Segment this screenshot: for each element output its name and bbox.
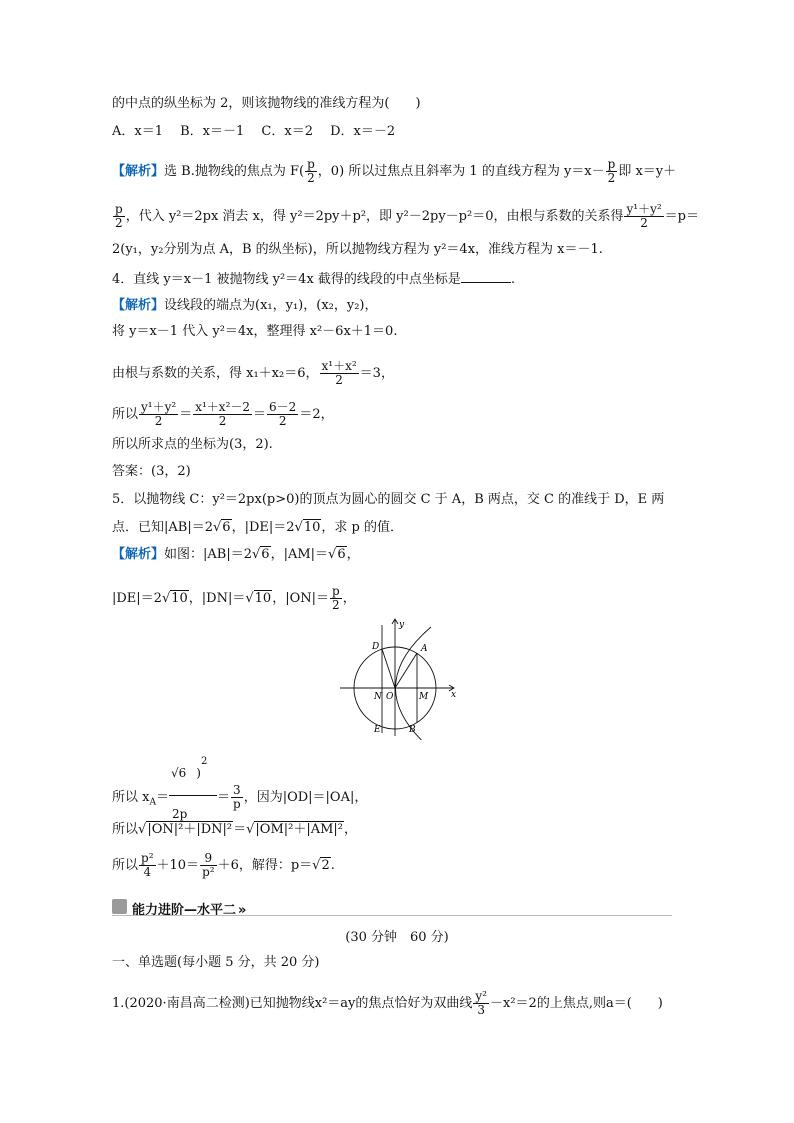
- label-n: N: [374, 692, 382, 702]
- solution-tag: 【解析】: [112, 164, 165, 179]
- parabola-circle-figure: [335, 615, 465, 740]
- q4-solution-line1: 【解析】设线段的端点为(x₁，y₁)，(x₂，y₂)，: [112, 298, 378, 313]
- solution-tag: 【解析】: [112, 298, 165, 313]
- q3-solution-line1: 【解析】选 B.抛物线的焦点为 F( $\frac{p}{2}$ ，0) 所以过焦点且斜率为 1 的直线方程为 y＝x－ $\frac{p}{2}$ 即 x＝y＋: [112, 157, 677, 185]
- label-y: y: [399, 620, 405, 630]
- fraction: $\frac{\text{y¹＋y²}}{2}$: [626, 202, 662, 230]
- q3-options: A．x＝1 B．x＝－1 C．x＝2 D．x＝－2: [112, 124, 396, 139]
- solution-tag: 【解析】: [112, 547, 165, 562]
- fraction: $\frac{\text{x¹＋x²－2}}{2}$: [195, 400, 251, 428]
- lightbulb-icon: [112, 899, 127, 914]
- q3-solution-line3: 2(y₁，y₂分别为点 A，B 的纵坐标)，所以抛物线方程为 y²＝4x，准线方程为 x＝－1.: [112, 242, 603, 257]
- q4-solution-line4: 所以 $\frac{\text{y¹＋y²}}{2}$ ＝ $\frac{\text{x¹＋x²－2}}{2}$ ＝ $\frac{6-2}{2}$ ＝2，: [112, 400, 334, 428]
- fraction: $\frac{\text{p²}}{4}$: [141, 851, 154, 879]
- fraction: $\frac{3}{p}$: [233, 783, 241, 811]
- label-o: O: [386, 692, 394, 702]
- label-d: D: [372, 642, 380, 652]
- fraction: $\frac{\text{x¹＋x²}}{2}$: [321, 359, 357, 387]
- q5-stem-line1: 5．以抛物线 C：y²＝2px(p>0)的顶点为圆心的圆交 C 于 A，B 两点，交 C 的准线于 D，E 两: [112, 492, 665, 507]
- part-title: 一、单选题(每小题 5 分，共 20 分): [112, 955, 320, 970]
- section-header: 能力进阶—水平二 »: [112, 898, 672, 918]
- q5-solution-line3: 所以 $x_A=$ ＝ $\frac{3}{p}$ ，因为|OD|＝|OA|，: [112, 783, 368, 811]
- fraction: $\frac{p}{2}$: [307, 157, 315, 185]
- fraction: $\frac{\text{y²}}{3}$: [475, 989, 487, 1017]
- fraction: $\frac{\text{y¹＋y²}}{2}$: [141, 400, 177, 428]
- sqrt6-squared-numerator: √6 )$^2$: [171, 756, 208, 780]
- fraction: $\frac{9}{\text{p²}}$: [202, 851, 215, 879]
- fraction: $\frac{p}{2}$: [607, 157, 616, 185]
- label-e: E: [374, 725, 381, 735]
- fraction: $\frac{6-2}{2}$: [269, 400, 297, 428]
- q4-solution-line2: 将 y＝x－1 代入 y²＝4x，整理得 x²－6x＋1＝0.: [112, 324, 398, 339]
- q4-answer: 答案：(3，2): [112, 464, 191, 479]
- time-score: (30 分钟 60 分): [345, 930, 449, 945]
- answer-blank: [461, 270, 511, 283]
- next-question-1: 1.(2020·南昌高二检测)已知抛物线x²＝ay的焦点恰好为双曲线 $\frac{\text{y²}}{3}$ －x²＝2的上焦点,则a＝( ): [112, 989, 663, 1017]
- q3-continuation: 的中点的纵坐标为 2，则该抛物线的准线方程为( ): [112, 96, 421, 111]
- q3-solution-line2: $\frac{p}{2}$ ，代入 y²＝2px 消去 x，得 y²＝2py＋p²，即 y²－2py－p²＝0，由根与系数的关系得 $\frac{\text{y¹＋y²}}{2}$ ＝p＝: [115, 202, 699, 230]
- label-a: A: [421, 644, 428, 654]
- label-m: M: [419, 692, 429, 702]
- segment-od: [382, 649, 395, 688]
- q5-solution-line1: 【解析】如图：|AB|＝2√6，|AM|＝√6，: [112, 547, 360, 562]
- fraction: $\frac{p}{2}$: [115, 202, 123, 230]
- section-divider: [112, 915, 672, 916]
- q5-stem-line2: 点．已知|AB|＝2√6，|DE|＝2√10，求 p 的值．: [112, 520, 403, 535]
- denominator-2p: 2p: [172, 807, 188, 821]
- label-x: x: [451, 690, 457, 700]
- q4-solution-line5: 所以所求点的坐标为(3，2).: [112, 437, 273, 452]
- label-b: B: [409, 725, 416, 735]
- q4-stem: 4．直线 y＝x－1 被抛物线 y²＝4x 截得的线段的中点坐标是 .: [112, 272, 516, 287]
- q5-solution-line4: 所以√|ON|²＋|DN|²＝√|OM|²＋|AM|²，: [112, 822, 358, 837]
- q5-solution-line5: 所以 $\frac{\text{p²}}{4}$ ＋10＝ $\frac{9}{\text{p²}}$ ＋6，解得：p＝√2.: [112, 851, 335, 879]
- q4-solution-line3: 由根与系数的关系，得 x₁＋x₂＝6， $\frac{\text{x¹＋x²}}{2}$ ＝3，: [112, 359, 394, 387]
- fraction: $\frac{p}{2}$: [332, 584, 340, 612]
- q5-solution-line2: |DE|＝2√10，|DN|＝√10，|ON|＝ $\frac{p}{2}$ ，: [112, 584, 356, 612]
